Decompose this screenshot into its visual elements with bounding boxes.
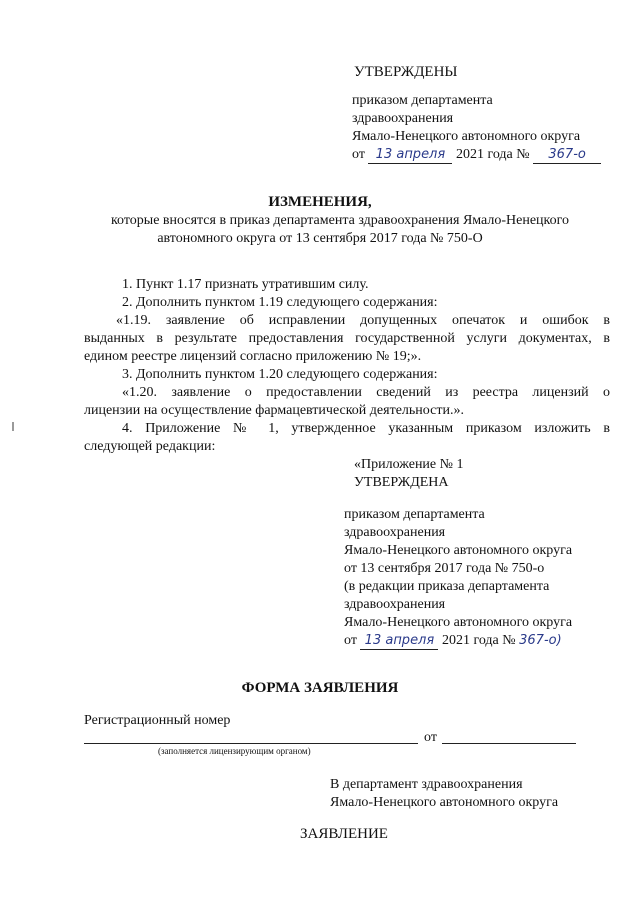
item-4-line-1: 4. Приложение № 1, утвержденное указанным приказом изложить в — [122, 421, 610, 436]
appendix-line-9: Ямало-Ненецкого автономного округа — [344, 615, 573, 630]
form-title: ФОРМА ЗАЯВЛЕНИЯ — [241, 680, 399, 696]
appendix-line-7: (в редакции приказа департамента — [344, 579, 550, 594]
appendix-line-6: от 13 сентября 2017 года № 750-о — [344, 561, 545, 576]
item-3: 3. Дополнить пунктом 1.20 следующего содержания: — [122, 367, 438, 382]
approved-date-handwritten: 13 апреля — [368, 146, 452, 164]
addressee-line-2: Ямало-Ненецкого автономного округа — [330, 795, 559, 810]
item-2-quote-line-2: выданных в результате предоставления государственной услуги документах, в — [84, 331, 610, 346]
approved-date-prefix: от — [352, 147, 365, 162]
item-2: 2. Дополнить пунктом 1.19 следующего содержания: — [122, 295, 438, 310]
item-4-line-2: следующей редакции: — [84, 439, 216, 454]
approved-line-2: здравоохранения — [352, 111, 454, 126]
appendix-number-handwritten: 367-о) — [519, 633, 562, 648]
filled-by-note: (заполняется лицензирующим органом) — [158, 746, 311, 756]
addressee-line-1: В департамент здравоохранения — [330, 777, 523, 792]
item-1: 1. Пункт 1.17 признать утратившим силу. — [122, 277, 369, 292]
appendix-line-2: УТВЕРЖДЕНА — [354, 475, 449, 490]
item-2-quote-line-3: едином реестре лицензий согласно приложению № 19;». — [84, 349, 422, 364]
registration-number-label: Регистрационный номер — [84, 713, 231, 728]
appendix-date-prefix: от — [344, 633, 357, 648]
item-2-quote-line-1: «1.19. заявление об исправлении допущенных опечаток и ошибок в — [116, 313, 610, 328]
appendix-line-1: «Приложение № 1 — [354, 457, 464, 472]
appendix-line-8: здравоохранения — [344, 597, 446, 612]
approved-number-handwritten: 367-о — [533, 146, 601, 164]
approved-line-3: Ямало-Ненецкого автономного округа — [352, 129, 581, 144]
item-3-quote-line-1: «1.20. заявление о предоставлении сведений из реестра лицензий о — [122, 385, 610, 400]
scan-mark — [12, 422, 14, 431]
changes-subtitle-line-2: автономного округа от 13 сентября 2017 года № 750-О — [157, 231, 483, 246]
from-date-line — [442, 743, 576, 744]
appendix-line-3: приказом департамента — [344, 507, 485, 522]
registration-number-line — [84, 743, 418, 744]
changes-subtitle-line-1: которые вносятся в приказ департамента здравоохранения Ямало-Ненецкого — [110, 213, 570, 228]
appendix-line-4: здравоохранения — [344, 525, 446, 540]
appendix-date-row — [344, 632, 562, 650]
changes-title: ИЗМЕНЕНИЯ, — [268, 194, 372, 210]
approved-date-row — [352, 146, 601, 164]
approved-title: УТВЕРЖДЕНЫ — [354, 64, 458, 80]
item-3-quote-line-2: лицензии на осуществление фармацевтической деятельности.». — [84, 403, 464, 418]
from-label: от — [424, 730, 437, 745]
appendix-date-suffix: 2021 года № — [441, 633, 516, 648]
approved-date-suffix: 2021 года № — [455, 147, 530, 162]
approved-line-1: приказом департамента — [352, 93, 493, 108]
appendix-line-5: Ямало-Ненецкого автономного округа — [344, 543, 573, 558]
statement-title: ЗАЯВЛЕНИЕ — [300, 826, 388, 842]
appendix-date-handwritten: 13 апреля — [360, 632, 438, 650]
